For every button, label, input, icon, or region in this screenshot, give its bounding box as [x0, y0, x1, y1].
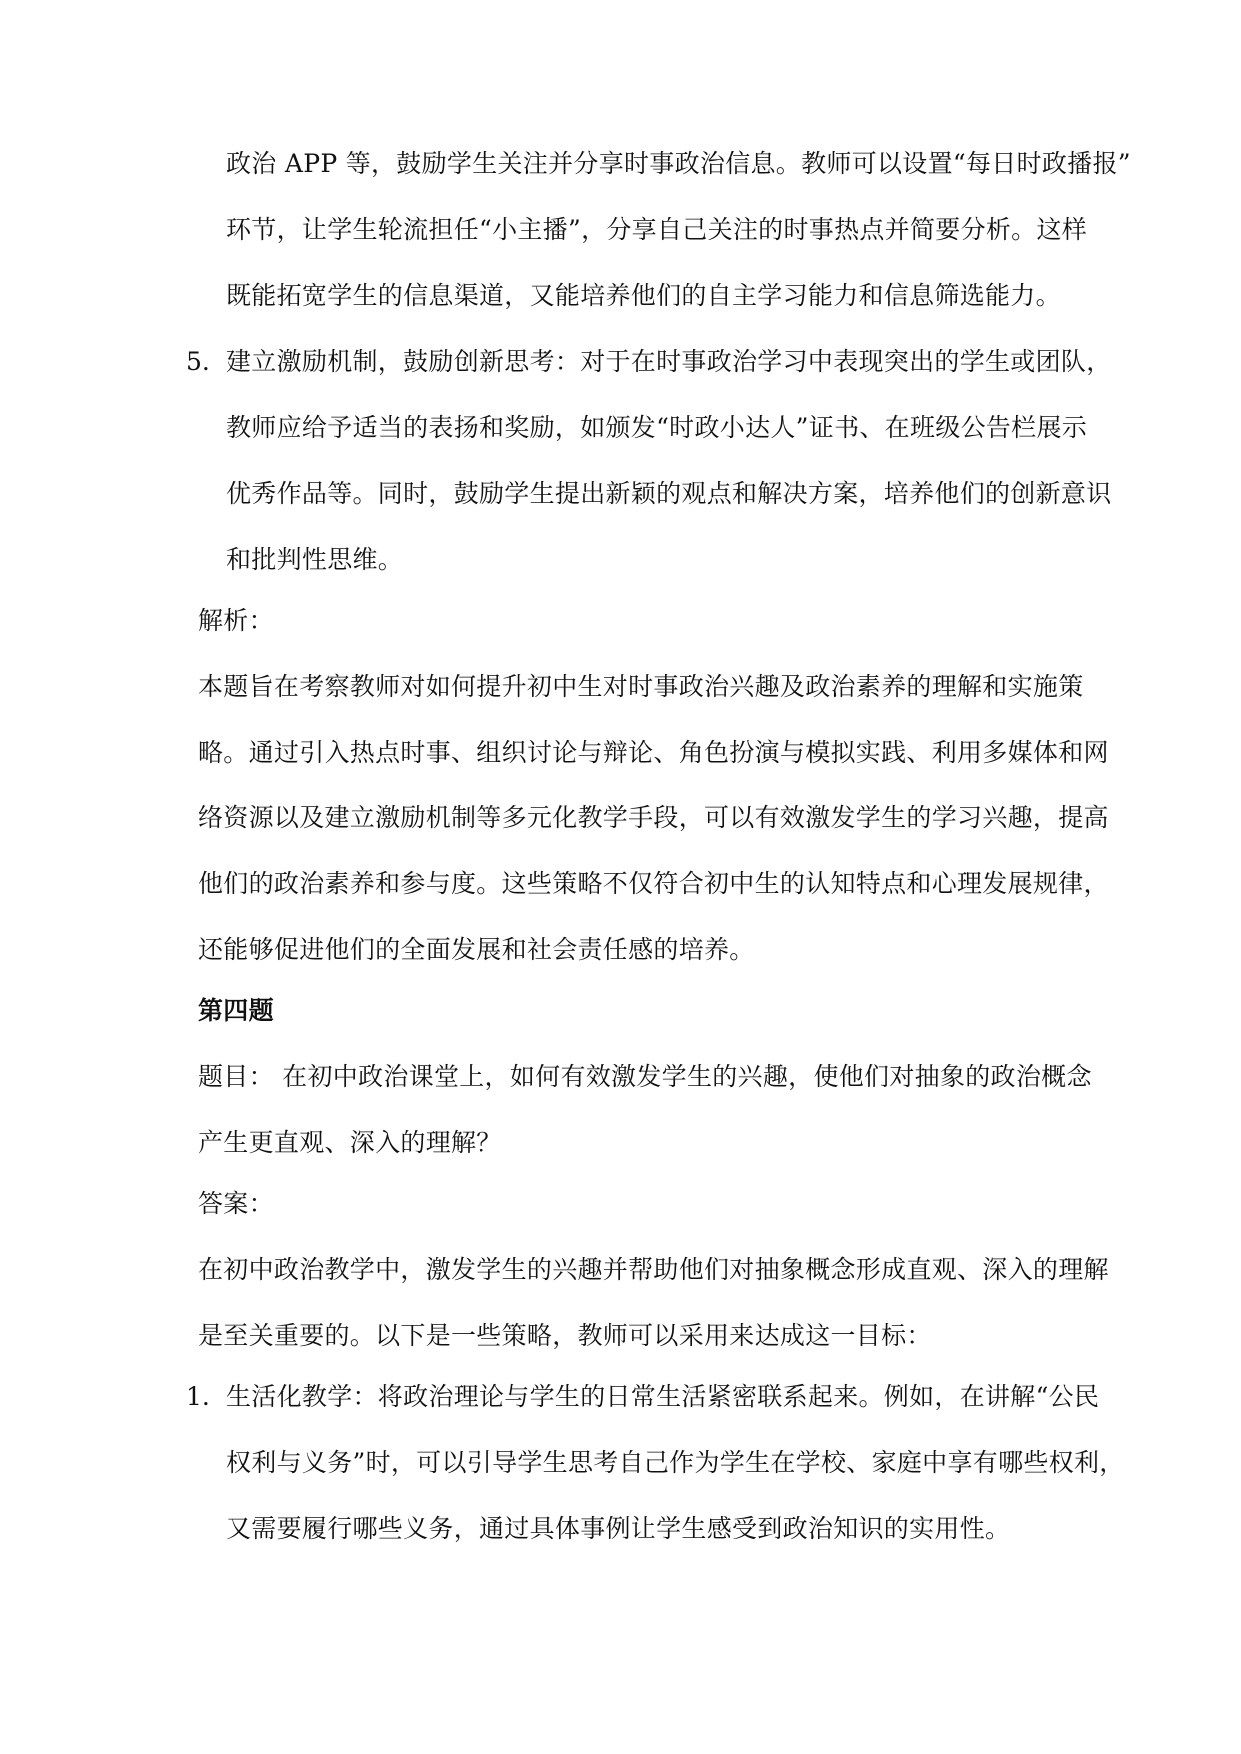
answer-label: 答案： [198, 1189, 274, 1218]
answer-intro-line-2: 是至关重要的。以下是一些策略，教师可以采用来达成这一目标： [198, 1321, 932, 1350]
analysis-line-1: 本题旨在考察教师对如何提升初中生对时事政治兴趣及政治素养的理解和实施策 [198, 672, 1084, 701]
item5-line-2: 教师应给予适当的表扬和奖励，如颁发“时政小达人”证书、在班级公告栏展示 [226, 413, 1088, 442]
item1-number: 1. [186, 1382, 210, 1411]
analysis-line-2: 略。通过引入热点时事、组织讨论与辩论、角色扮演与模拟实践、利用多媒体和网 [198, 738, 1109, 767]
item4-line-3: 既能拓宽学生的信息渠道，又能培养他们的自主学习能力和信息筛选能力。 [226, 281, 1061, 310]
item4-line-2: 环节，让学生轮流担任“小主播”，分享自己关注的时事热点并简要分析。这样 [226, 215, 1088, 244]
item4-line-1: 政治 APP 等，鼓励学生关注并分享时事政治信息。教师可以设置“每日时政播报” [226, 149, 1131, 178]
item5-line-4: 和批判性思维。 [226, 545, 404, 574]
item1-line-1: 生活化教学：将政治理论与学生的日常生活紧密联系起来。例如，在讲解“公民 [226, 1382, 1100, 1411]
question-line-1: 题目： 在初中政治课堂上，如何有效激发学生的兴趣，使他们对抽象的政治概念 [198, 1062, 1092, 1091]
section-title: 第四题 [198, 996, 274, 1025]
analysis-line-3: 络资源以及建立激励机制等多元化教学手段，可以有效激发学生的学习兴趣，提高 [198, 803, 1109, 832]
analysis-line-5: 还能够促进他们的全面发展和社会责任感的培养。 [198, 935, 755, 964]
item1-line-2: 权利与义务”时，可以引导学生思考自己作为学生在学校、家庭中享有哪些权利， [226, 1448, 1125, 1477]
question-line-2: 产生更直观、深入的理解？ [198, 1128, 502, 1157]
answer-intro-line-1: 在初中政治教学中，激发学生的兴趣并帮助他们对抽象概念形成直观、深入的理解 [198, 1255, 1109, 1284]
item5-line-1: 建立激励机制，鼓励创新思考：对于在时事政治学习中表现突出的学生或团队， [226, 347, 1112, 376]
analysis-line-4: 他们的政治素养和参与度。这些策略不仅符合初中生的认知特点和心理发展规律， [198, 869, 1109, 898]
analysis-label: 解析： [198, 606, 274, 635]
item1-line-3: 又需要履行哪些义务，通过具体事例让学生感受到政治知识的实用性。 [226, 1514, 1011, 1543]
item5-number: 5. [186, 347, 210, 376]
item5-line-3: 优秀作品等。同时，鼓励学生提出新颖的观点和解决方案，培养他们的创新意识 [226, 479, 1112, 508]
